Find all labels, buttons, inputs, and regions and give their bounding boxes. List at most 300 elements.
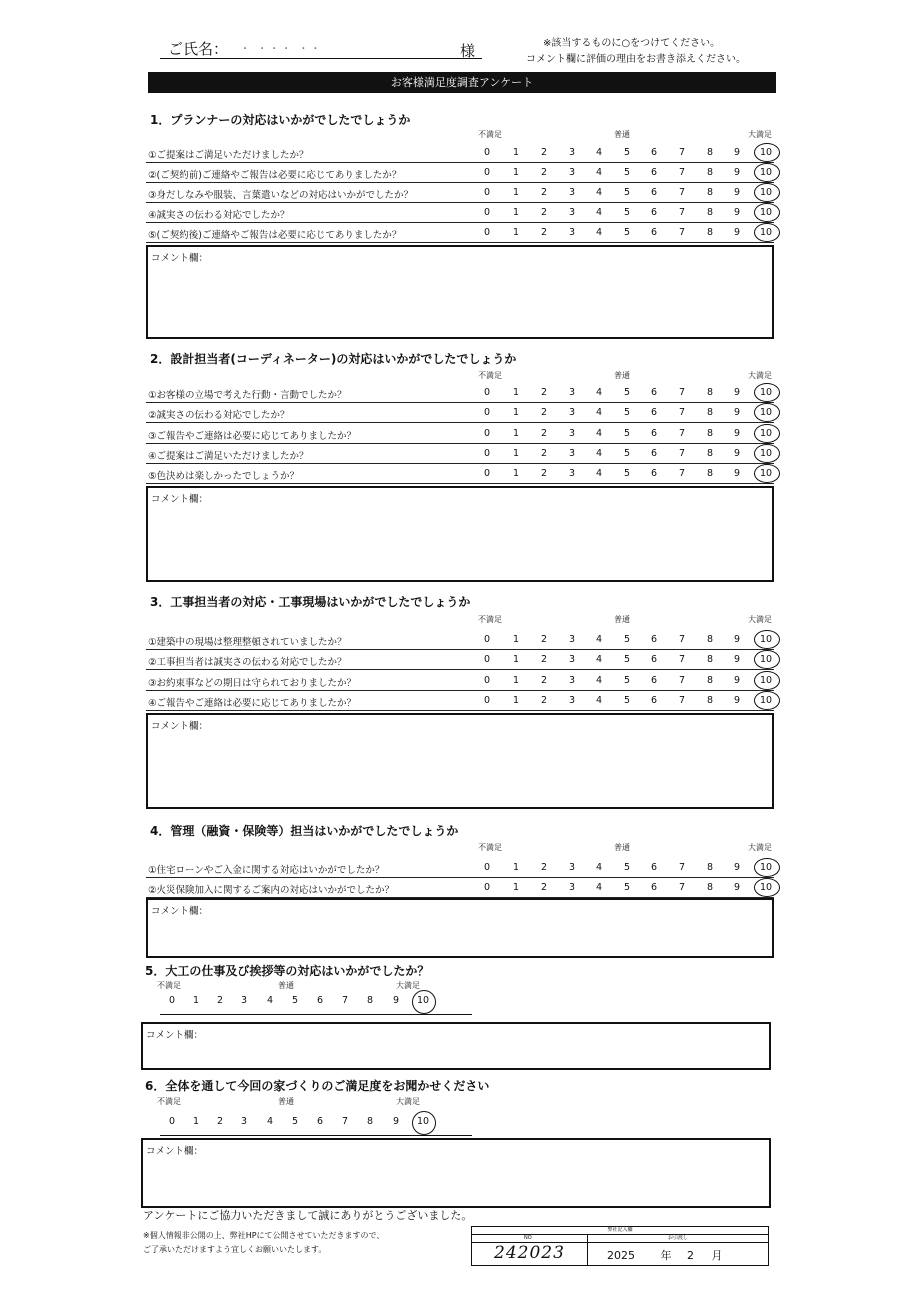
rating-option-9[interactable]: 9 xyxy=(733,634,741,645)
rating-option-8[interactable]: 8 xyxy=(706,428,714,439)
rating-option-10[interactable]: 10 xyxy=(759,634,773,645)
rating-option-3[interactable]: 3 xyxy=(568,147,576,158)
selected-rating-circle xyxy=(754,464,780,483)
selected-rating-circle xyxy=(754,163,780,182)
handover-label: お引渡し xyxy=(668,1235,689,1241)
company-box-labels xyxy=(472,1235,768,1243)
scale-mid-label: 普通 xyxy=(278,981,294,990)
scale-high-label: 大満足 xyxy=(748,371,772,380)
question-text: ①ご提案はご満足いただけましたか？ xyxy=(148,150,309,161)
name-underline xyxy=(160,58,482,59)
rating-option-5[interactable]: 5 xyxy=(623,448,631,459)
rating-option-8[interactable]: 8 xyxy=(706,387,714,398)
rating-option-0[interactable]: 0 xyxy=(483,227,491,238)
rating-option-6[interactable]: 6 xyxy=(650,207,658,218)
rating-option-0[interactable]: 0 xyxy=(483,147,491,158)
rating-option-7[interactable]: 7 xyxy=(341,1116,349,1127)
rating-option-8[interactable]: 8 xyxy=(706,187,714,198)
scale-low-label: 不満足 xyxy=(478,843,502,852)
rating-option-2[interactable]: 2 xyxy=(216,995,224,1006)
question-text: ③ご報告やご連絡は必要に応じてありましたか？ xyxy=(148,431,357,442)
rating-option-6[interactable]: 6 xyxy=(316,1116,324,1127)
rating-option-1[interactable]: 1 xyxy=(512,862,520,873)
rating-option-7[interactable]: 7 xyxy=(678,207,686,218)
selected-rating-circle xyxy=(754,183,780,202)
rating-option-9[interactable]: 9 xyxy=(733,882,741,893)
rating-option-8[interactable]: 8 xyxy=(706,654,714,665)
rating-option-1[interactable]: 1 xyxy=(512,448,520,459)
scale-low-label: 不満足 xyxy=(157,981,181,990)
scale-high-label: 大満足 xyxy=(748,843,772,852)
selected-rating-circle xyxy=(754,203,780,222)
section-title: 1．プランナーの対応はいかがでしたでしょうか xyxy=(150,113,411,127)
scale-mid-label: 普通 xyxy=(614,843,630,852)
rating-option-10[interactable]: 10 xyxy=(759,654,773,665)
rating-option-5[interactable]: 5 xyxy=(623,387,631,398)
rating-option-10[interactable]: 10 xyxy=(759,407,773,418)
scale-high-label: 大満足 xyxy=(748,615,772,624)
rating-option-2[interactable]: 2 xyxy=(540,882,548,893)
selected-rating-circle xyxy=(412,990,436,1014)
rating-option-8[interactable]: 8 xyxy=(706,862,714,873)
rating-option-3[interactable]: 3 xyxy=(568,468,576,479)
question-row xyxy=(146,183,774,203)
rating-option-5[interactable]: 5 xyxy=(623,468,631,479)
rating-option-3[interactable]: 3 xyxy=(240,995,248,1006)
comment-box[interactable] xyxy=(141,1022,771,1070)
rating-option-5[interactable]: 5 xyxy=(623,407,631,418)
rating-option-10[interactable]: 10 xyxy=(759,695,773,706)
rating-option-3[interactable]: 3 xyxy=(568,227,576,238)
rating-option-6[interactable]: 6 xyxy=(650,448,658,459)
rating-option-0[interactable]: 0 xyxy=(483,428,491,439)
rating-option-2[interactable]: 2 xyxy=(540,387,548,398)
selected-rating-circle xyxy=(754,143,780,162)
rating-option-7[interactable]: 7 xyxy=(678,428,686,439)
rating-option-0[interactable]: 0 xyxy=(483,695,491,706)
question-row xyxy=(146,383,774,403)
rating-option-9[interactable]: 9 xyxy=(733,468,741,479)
rating-option-8[interactable]: 8 xyxy=(706,167,714,178)
rating-option-3[interactable]: 3 xyxy=(240,1116,248,1127)
comment-box[interactable] xyxy=(146,245,774,339)
rating-option-3[interactable]: 3 xyxy=(568,882,576,893)
rating-option-5[interactable]: 5 xyxy=(623,695,631,706)
rating-option-5[interactable]: 5 xyxy=(623,207,631,218)
rating-option-2[interactable]: 2 xyxy=(540,695,548,706)
name-value[interactable]: ・ ・・・ ・・ xyxy=(240,44,323,55)
rating-option-0[interactable]: 0 xyxy=(483,448,491,459)
scale-low-label: 不満足 xyxy=(478,371,502,380)
scale-mid-label: 普通 xyxy=(278,1097,294,1106)
comment-box[interactable] xyxy=(146,713,774,809)
rating-option-4[interactable]: 4 xyxy=(595,654,603,665)
rating-option-0[interactable]: 0 xyxy=(483,207,491,218)
selected-rating-circle xyxy=(754,403,780,422)
rating-option-6[interactable]: 6 xyxy=(650,654,658,665)
rating-option-1[interactable]: 1 xyxy=(512,207,520,218)
rating-option-4[interactable]: 4 xyxy=(595,407,603,418)
scale-high-label: 大満足 xyxy=(748,130,772,139)
rating-option-1[interactable]: 1 xyxy=(512,387,520,398)
rating-option-6[interactable]: 6 xyxy=(650,634,658,645)
question-text: ④ご提案はご満足いただけましたか？ xyxy=(148,451,309,462)
rating-option-7[interactable]: 7 xyxy=(678,634,686,645)
rating-option-2[interactable]: 2 xyxy=(540,407,548,418)
scale-mid-label: 普通 xyxy=(614,130,630,139)
selected-rating-circle xyxy=(754,858,780,877)
rating-option-7[interactable]: 7 xyxy=(678,695,686,706)
rating-option-3[interactable]: 3 xyxy=(568,862,576,873)
rating-option-0[interactable]: 0 xyxy=(483,882,491,893)
rating-option-2[interactable]: 2 xyxy=(540,675,548,686)
year-suffix: 年 xyxy=(660,1249,672,1262)
question-row xyxy=(146,223,774,243)
rating-option-7[interactable]: 7 xyxy=(678,227,686,238)
rating-option-8[interactable]: 8 xyxy=(706,207,714,218)
rating-option-10[interactable]: 10 xyxy=(759,167,773,178)
rating-option-3[interactable]: 3 xyxy=(568,207,576,218)
rating-option-0[interactable]: 0 xyxy=(168,995,176,1006)
rating-option-8[interactable]: 8 xyxy=(706,407,714,418)
scale-high-label: 大満足 xyxy=(396,981,420,990)
selected-rating-circle xyxy=(754,444,780,463)
rating-option-4[interactable]: 4 xyxy=(595,187,603,198)
rating-option-8[interactable]: 8 xyxy=(706,695,714,706)
rating-option-6[interactable]: 6 xyxy=(650,147,658,158)
rating-option-6[interactable]: 6 xyxy=(316,995,324,1006)
rating-option-1[interactable]: 1 xyxy=(192,1116,200,1127)
rating-underline xyxy=(160,1014,472,1015)
rating-option-3[interactable]: 3 xyxy=(568,167,576,178)
rating-option-2[interactable]: 2 xyxy=(540,167,548,178)
selected-rating-circle xyxy=(412,1111,436,1135)
rating-option-4[interactable]: 4 xyxy=(595,862,603,873)
rating-option-1[interactable]: 1 xyxy=(512,187,520,198)
rating-option-6[interactable]: 6 xyxy=(650,695,658,706)
privacy-line-2: ご了承いただけますよう宜しくお願いいたします。 xyxy=(143,1245,327,1254)
question-text: ①住宅ローンやご入金に関する対応はいかがでしたか？ xyxy=(148,865,385,876)
name-label: ご氏名： xyxy=(168,40,229,58)
rating-option-6[interactable]: 6 xyxy=(650,167,658,178)
rating-option-6[interactable]: 6 xyxy=(650,862,658,873)
rating-option-9[interactable]: 9 xyxy=(733,147,741,158)
rating-option-5[interactable]: 5 xyxy=(623,147,631,158)
rating-option-0[interactable]: 0 xyxy=(483,634,491,645)
rating-option-10[interactable]: 10 xyxy=(759,207,773,218)
question-row xyxy=(146,630,774,650)
rating-option-0[interactable]: 0 xyxy=(483,654,491,665)
rating-option-1[interactable]: 1 xyxy=(512,882,520,893)
survey-number[interactable]: 242023 xyxy=(494,1243,565,1263)
scale-mid-label: 普通 xyxy=(614,371,630,380)
rating-option-9[interactable]: 9 xyxy=(733,428,741,439)
rating-option-8[interactable]: 8 xyxy=(706,675,714,686)
rating-option-6[interactable]: 6 xyxy=(650,428,658,439)
rating-underline xyxy=(160,1135,472,1136)
rating-option-8[interactable]: 8 xyxy=(366,995,374,1006)
rating-option-2[interactable]: 2 xyxy=(540,147,548,158)
rating-option-9[interactable]: 9 xyxy=(733,387,741,398)
rating-option-0[interactable]: 0 xyxy=(168,1116,176,1127)
rating-option-4[interactable]: 4 xyxy=(595,428,603,439)
rating-option-10[interactable]: 10 xyxy=(759,468,773,479)
rating-option-7[interactable]: 7 xyxy=(678,468,686,479)
month-suffix: 月 xyxy=(711,1249,723,1262)
rating-option-10[interactable]: 10 xyxy=(416,1116,430,1127)
rating-option-4[interactable]: 4 xyxy=(595,695,603,706)
rating-option-1[interactable]: 1 xyxy=(512,695,520,706)
handover-month: 2 xyxy=(687,1249,694,1262)
rating-option-9[interactable]: 9 xyxy=(392,1116,400,1127)
rating-option-7[interactable]: 7 xyxy=(678,407,686,418)
rating-option-6[interactable]: 6 xyxy=(650,187,658,198)
question-text: ①建築中の現場は整理整頓されていましたか？ xyxy=(148,637,347,648)
comment-label: コメント欄： xyxy=(151,721,209,732)
rating-option-7[interactable]: 7 xyxy=(678,862,686,873)
rating-option-0[interactable]: 0 xyxy=(483,387,491,398)
rating-option-1[interactable]: 1 xyxy=(512,428,520,439)
thanks-message: アンケートにご協力いただきまして誠にありがとうございました。 xyxy=(143,1209,473,1222)
rating-option-6[interactable]: 6 xyxy=(650,675,658,686)
rating-option-2[interactable]: 2 xyxy=(540,862,548,873)
rating-option-4[interactable]: 4 xyxy=(595,448,603,459)
rating-option-3[interactable]: 3 xyxy=(568,675,576,686)
rating-option-7[interactable]: 7 xyxy=(678,654,686,665)
selected-rating-circle xyxy=(754,223,780,242)
comment-box[interactable] xyxy=(146,898,774,958)
rating-option-10[interactable]: 10 xyxy=(759,862,773,873)
rating-option-5[interactable]: 5 xyxy=(623,862,631,873)
selected-rating-circle xyxy=(754,691,780,710)
rating-option-10[interactable]: 10 xyxy=(416,995,430,1006)
rating-option-9[interactable]: 9 xyxy=(733,654,741,665)
handover-date[interactable] xyxy=(607,1247,723,1263)
privacy-line-1: ※個人情報非公開の上、弊社HPにて公開させていただきますので、 xyxy=(143,1231,385,1240)
question-row xyxy=(146,163,774,183)
rating-option-2[interactable]: 2 xyxy=(540,207,548,218)
rating-option-9[interactable]: 9 xyxy=(733,187,741,198)
rating-option-2[interactable]: 2 xyxy=(540,448,548,459)
rating-option-4[interactable]: 4 xyxy=(595,468,603,479)
instruction-2: コメント欄に評価の理由をお書き添えください。 xyxy=(526,54,746,65)
rating-option-1[interactable]: 1 xyxy=(512,407,520,418)
privacy-note xyxy=(143,1229,384,1257)
rating-option-8[interactable]: 8 xyxy=(706,227,714,238)
section-title: 5．大工の仕事及び挨拶等の対応はいかがでしたか？ xyxy=(145,964,430,978)
rating-option-5[interactable]: 5 xyxy=(623,428,631,439)
rating-option-4[interactable]: 4 xyxy=(266,1116,274,1127)
rating-option-9[interactable]: 9 xyxy=(733,407,741,418)
question-text: ⑤(ご契約後)ご連絡やご報告は必要に応じてありましたか？ xyxy=(148,230,402,241)
question-row xyxy=(146,464,774,484)
rating-option-10[interactable]: 10 xyxy=(759,675,773,686)
rating-option-10[interactable]: 10 xyxy=(759,448,773,459)
question-row xyxy=(146,671,774,691)
rating-option-6[interactable]: 6 xyxy=(650,407,658,418)
rating-option-7[interactable]: 7 xyxy=(678,147,686,158)
rating-option-4[interactable]: 4 xyxy=(266,995,274,1006)
question-row xyxy=(146,858,774,878)
rating-option-4[interactable]: 4 xyxy=(595,634,603,645)
comment-label: コメント欄： xyxy=(146,1146,204,1157)
rating-option-3[interactable]: 3 xyxy=(568,187,576,198)
rating-option-9[interactable]: 9 xyxy=(733,167,741,178)
rating-option-5[interactable]: 5 xyxy=(291,1116,299,1127)
rating-option-10[interactable]: 10 xyxy=(759,187,773,198)
rating-option-9[interactable]: 9 xyxy=(392,995,400,1006)
rating-option-3[interactable]: 3 xyxy=(568,448,576,459)
comment-label: コメント欄： xyxy=(151,906,209,917)
question-row xyxy=(146,878,774,898)
rating-option-1[interactable]: 1 xyxy=(512,227,520,238)
rating-option-1[interactable]: 1 xyxy=(512,468,520,479)
comment-label: コメント欄： xyxy=(151,494,209,505)
rating-option-1[interactable]: 1 xyxy=(512,634,520,645)
rating-option-1[interactable]: 1 xyxy=(192,995,200,1006)
scale-high-label: 大満足 xyxy=(396,1097,420,1106)
rating-option-5[interactable]: 5 xyxy=(291,995,299,1006)
handover-year: 2025 xyxy=(607,1249,635,1262)
rating-option-7[interactable]: 7 xyxy=(678,187,686,198)
rating-option-5[interactable]: 5 xyxy=(623,187,631,198)
selected-rating-circle xyxy=(754,630,780,649)
rating-option-4[interactable]: 4 xyxy=(595,227,603,238)
rating-option-4[interactable]: 4 xyxy=(595,387,603,398)
rating-option-2[interactable]: 2 xyxy=(540,634,548,645)
instructions xyxy=(526,36,746,68)
question-row xyxy=(146,203,774,223)
rating-option-0[interactable]: 0 xyxy=(483,187,491,198)
no-label: NO xyxy=(524,1235,532,1241)
rating-option-2[interactable]: 2 xyxy=(540,654,548,665)
rating-option-7[interactable]: 7 xyxy=(341,995,349,1006)
rating-option-9[interactable]: 9 xyxy=(733,862,741,873)
rating-option-2[interactable]: 2 xyxy=(540,187,548,198)
rating-option-8[interactable]: 8 xyxy=(706,147,714,158)
rating-option-9[interactable]: 9 xyxy=(733,207,741,218)
rating-option-4[interactable]: 4 xyxy=(595,207,603,218)
rating-option-10[interactable]: 10 xyxy=(759,387,773,398)
scale-low-label: 不満足 xyxy=(478,130,502,139)
rating-option-0[interactable]: 0 xyxy=(483,468,491,479)
rating-option-10[interactable]: 10 xyxy=(759,227,773,238)
question-row xyxy=(146,650,774,670)
rating-option-2[interactable]: 2 xyxy=(540,227,548,238)
rating-option-6[interactable]: 6 xyxy=(650,882,658,893)
rating-option-3[interactable]: 3 xyxy=(568,695,576,706)
comment-box[interactable] xyxy=(141,1138,771,1208)
rating-option-8[interactable]: 8 xyxy=(706,448,714,459)
comment-label: コメント欄： xyxy=(151,253,209,264)
selected-rating-circle xyxy=(754,424,780,443)
rating-option-8[interactable]: 8 xyxy=(366,1116,374,1127)
rating-option-3[interactable]: 3 xyxy=(568,387,576,398)
question-text: ②(ご契約前)ご連絡やご報告は必要に応じてありましたか？ xyxy=(148,170,402,181)
question-row xyxy=(146,444,774,464)
rating-option-0[interactable]: 0 xyxy=(483,862,491,873)
rating-option-3[interactable]: 3 xyxy=(568,407,576,418)
rating-option-1[interactable]: 1 xyxy=(512,675,520,686)
instruction-1: ※該当するものに○をつけてください。 xyxy=(543,38,721,49)
rating-option-4[interactable]: 4 xyxy=(595,675,603,686)
comment-box[interactable] xyxy=(146,486,774,582)
rating-option-4[interactable]: 4 xyxy=(595,147,603,158)
rating-option-3[interactable]: 3 xyxy=(568,654,576,665)
section-title: 4．管理（融資・保険等）担当はいかがでしたでしょうか xyxy=(150,824,459,838)
rating-option-7[interactable]: 7 xyxy=(678,167,686,178)
rating-option-2[interactable]: 2 xyxy=(540,428,548,439)
rating-option-9[interactable]: 9 xyxy=(733,448,741,459)
rating-option-9[interactable]: 9 xyxy=(733,227,741,238)
rating-option-3[interactable]: 3 xyxy=(568,634,576,645)
rating-option-5[interactable]: 5 xyxy=(623,634,631,645)
selected-rating-circle xyxy=(754,878,780,897)
selected-rating-circle xyxy=(754,383,780,402)
rating-option-9[interactable]: 9 xyxy=(733,695,741,706)
selected-rating-circle xyxy=(754,650,780,669)
rating-option-10[interactable]: 10 xyxy=(759,147,773,158)
rating-option-1[interactable]: 1 xyxy=(512,147,520,158)
comment-label: コメント欄： xyxy=(146,1030,204,1041)
honorific: 様 xyxy=(460,42,476,60)
rating-option-0[interactable]: 0 xyxy=(483,167,491,178)
rating-option-7[interactable]: 7 xyxy=(678,882,686,893)
rating-option-3[interactable]: 3 xyxy=(568,428,576,439)
rating-option-4[interactable]: 4 xyxy=(595,882,603,893)
scale-low-label: 不満足 xyxy=(478,615,502,624)
rating-option-8[interactable]: 8 xyxy=(706,468,714,479)
question-text: ②工事担当者は誠実さの伝わる対応でしたか？ xyxy=(148,657,347,668)
rating-option-6[interactable]: 6 xyxy=(650,227,658,238)
question-text: ④誠実さの伝わる対応でしたか？ xyxy=(148,210,290,221)
rating-option-6[interactable]: 6 xyxy=(650,387,658,398)
rating-option-7[interactable]: 7 xyxy=(678,448,686,459)
rating-option-5[interactable]: 5 xyxy=(623,882,631,893)
rating-option-7[interactable]: 7 xyxy=(678,387,686,398)
rating-option-2[interactable]: 2 xyxy=(540,468,548,479)
rating-option-5[interactable]: 5 xyxy=(623,167,631,178)
rating-option-6[interactable]: 6 xyxy=(650,468,658,479)
rating-option-5[interactable]: 5 xyxy=(623,675,631,686)
question-text: ⑤色決めは楽しかったでしょうか？ xyxy=(148,471,300,482)
question-text: ①お客様の立場で考えた行動・言動でしたか？ xyxy=(148,390,347,401)
section-title: 2．設計担当者(コーディネーター)の対応はいかがでしたでしょうか xyxy=(150,352,517,366)
rating-option-7[interactable]: 7 xyxy=(678,675,686,686)
rating-option-10[interactable]: 10 xyxy=(759,428,773,439)
question-row xyxy=(146,424,774,444)
rating-option-10[interactable]: 10 xyxy=(759,882,773,893)
rating-option-0[interactable]: 0 xyxy=(483,407,491,418)
rating-option-1[interactable]: 1 xyxy=(512,654,520,665)
rating-option-5[interactable]: 5 xyxy=(623,654,631,665)
rating-option-9[interactable]: 9 xyxy=(733,675,741,686)
question-text: ③身だしなみや服装、言葉遣いなどの対応はいかがでしたか？ xyxy=(148,190,414,201)
rating-option-5[interactable]: 5 xyxy=(623,227,631,238)
rating-option-1[interactable]: 1 xyxy=(512,167,520,178)
survey-title: お客様満足度調査アンケート xyxy=(148,72,776,93)
scale-mid-label: 普通 xyxy=(614,615,630,624)
rating-option-8[interactable]: 8 xyxy=(706,882,714,893)
rating-option-0[interactable]: 0 xyxy=(483,675,491,686)
company-box-header: 弊社記入欄 xyxy=(472,1227,768,1235)
rating-option-8[interactable]: 8 xyxy=(706,634,714,645)
rating-option-2[interactable]: 2 xyxy=(216,1116,224,1127)
rating-option-4[interactable]: 4 xyxy=(595,167,603,178)
question-text: ④ご報告やご連絡は必要に応じてありましたか？ xyxy=(148,698,357,709)
question-text: ②火災保険加入に関するご案内の対応はいかがでしたか？ xyxy=(148,885,395,896)
question-row xyxy=(146,143,774,163)
